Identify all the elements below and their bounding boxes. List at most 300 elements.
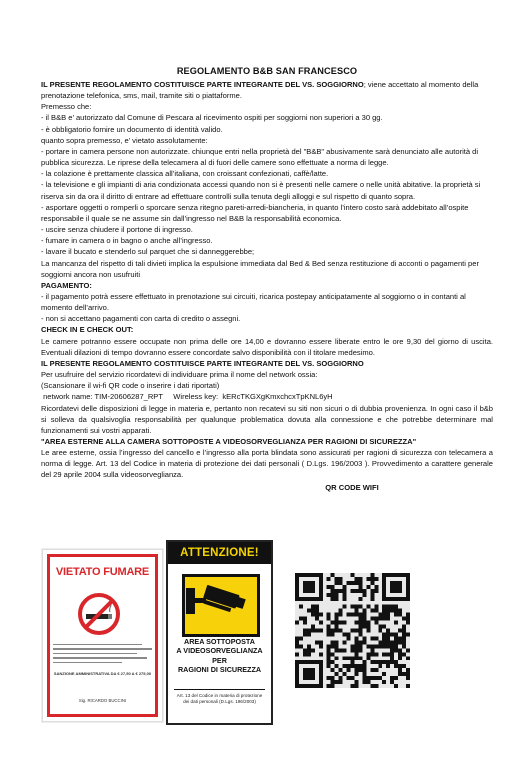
qr-module [374,585,378,589]
qr-module [402,629,406,633]
legal-text-lines [53,644,152,666]
qr-module [382,672,386,676]
qr-module [374,668,378,672]
rule-door: - uscire senza chiudere il portone di ingresso. [41,225,193,235]
qr-module [386,640,390,644]
qr-module [347,664,351,668]
qr-module [366,652,370,656]
qr-module [370,577,374,581]
qr-module [343,585,347,589]
qr-module [335,640,339,644]
qr-module [362,676,366,680]
qr-module [366,680,370,684]
regulation-heading-2: IL PRESENTE REGOLAMENTO COSTITUISCE PARTE INTEGRANTE DEL VS. SOGGIORNO [41,358,364,368]
camera-panel [182,574,260,637]
text-line [53,653,137,654]
qr-module [307,644,311,648]
qr-module [398,652,402,656]
qr-module [406,668,410,672]
qr-module [315,609,319,613]
qr-code-icon [295,573,410,688]
qr-module [402,617,406,621]
qr-module [382,644,386,648]
qr-module [351,660,355,664]
qr-module [362,672,366,676]
surveillance-heading: "AREA ESTERNE ALLA CAMERA SOTTOPOSTE A VIDEOSORVEGLIANZA PER RAGIONI DI SICUREZZA" [41,437,417,446]
rule-damage: - asportare oggetti o romperli o sporcare senza ritegno pareti-arredi-biancheria, in quanto l’intero costo sarà addebitato all’ospite responsabile il quale se ne assume sin dall’ingresso nel B&B la responsabilità economica. [41,202,469,223]
qr-module [351,644,355,648]
qr-module [331,668,335,672]
qr-finder [390,581,402,593]
qr-module [382,609,386,613]
qr-module [358,581,362,585]
qr-module [370,644,374,648]
text-line [53,648,152,649]
qr-module [343,656,347,660]
qr-module [331,621,335,625]
qr-module [319,621,323,625]
cctv-camera-icon [182,574,254,631]
qr-module [354,668,358,672]
qr-module [335,593,339,597]
qr-module [358,625,362,629]
wifi-intro: Per usufruire del servizio ricordatevi di individuare prima il nome del network ossia: [41,370,318,380]
qr-module [366,625,370,629]
qr-module [331,585,335,589]
qr-module [378,613,382,617]
qr-module [327,660,331,664]
qr-module [402,664,406,668]
qr-module [351,605,355,609]
qr-module [386,617,390,621]
qr-module [303,629,307,633]
qr-module [331,589,335,593]
qr-module [366,621,370,625]
qr-module [358,585,362,589]
qr-module [299,617,303,621]
qr-module [358,613,362,617]
qr-module [406,613,410,617]
qr-module [319,629,323,633]
qr-module [311,648,315,652]
qr-module [394,605,398,609]
qr-module [354,648,358,652]
qr-module [362,593,366,597]
qr-module [331,632,335,636]
qr-module [327,577,331,581]
qr-module [327,656,331,660]
qr-module [366,676,370,680]
qr-module [331,593,335,597]
qr-module [406,648,410,652]
qr-module [378,660,382,664]
qr-module [366,629,370,633]
qr-module [339,648,343,652]
wifi-scan-note: (Scansionare il wi-fi QR code o inserire i dati riportati) [41,381,220,391]
qr-module [394,636,398,640]
qr-module [394,660,398,664]
qr-module [382,625,386,629]
qr-module [398,613,402,617]
wifi-disclaimer: Ricordatevi delle disposizioni di legge in materia e, pertanto non recatevi su siti non sicuri o di dubbia provenienza. In ogni caso il b&b si solleva da qualsivoglia responsabilità per qualunque problematica dovuta alla connessione e che potrebbe determinare mal funzionamenti sui vostri apparati. [41,403,493,435]
qr-module [390,676,394,680]
qr-module [374,636,378,640]
qr-module [331,640,335,644]
qr-module [366,656,370,660]
qr-module [303,648,307,652]
qr-module [327,648,331,652]
qr-module [378,676,382,680]
qr-module [303,652,307,656]
rule-smoking: - fumare in camera o in bagno o anche all’ingresso. [41,236,213,246]
checkin-text: Le camere potranno essere occupate non prima delle ore 14,00 e dovranno essere liberate entro le ore 9,30 del giorno di uscita. Eventuali dilazioni di tempo dovranno essere concordate salvo disponibilità con il titolare medesimo. [41,336,493,357]
qr-module [378,629,382,633]
qr-module [370,652,374,656]
qr-module [366,605,370,609]
qr-module [331,597,335,601]
qr-module [343,605,347,609]
qr-module [358,629,362,633]
qr-module [354,621,358,625]
qr-module [335,648,339,652]
rule-tv-ac: - la televisione e gli impianti di aria condizionata accessi quando non si è presenti nelle camere o nelle unità abitative. la proprietà si riserva sin da ora il diritto di entrare ad effettuare controlli sulla tenuta degli alloggi e sul rispetto di quanto sopra. [41,180,481,201]
qr-module [339,613,343,617]
qr-module [315,629,319,633]
qr-module [354,684,358,688]
qr-module [351,656,355,660]
qr-module [295,644,299,648]
qr-code-title: QR CODE WIFI [325,482,379,492]
qr-module [303,621,307,625]
qr-module [354,589,358,593]
qr-module [351,676,355,680]
notice-line: PER [212,655,227,665]
qr-module [327,613,331,617]
qr-module [354,636,358,640]
qr-module [382,632,386,636]
qr-module [370,676,374,680]
qr-module [362,660,366,664]
qr-module [358,640,362,644]
rule-authorized: - il B&B e’ autorizzato dal Comune di Pescara al ricevimento ospiti per soggiorni non superiori a 30 gg. [41,113,383,123]
qr-module [331,644,335,648]
qr-module [335,577,339,581]
qr-module [382,652,386,656]
smoke-fine-text: SANZIONE AMMINISTRATIVA DA € 27,50 A € 275,00 [53,671,152,676]
qr-module [358,621,362,625]
qr-module [343,664,347,668]
payment-methods: - il pagamento potrà essere effettuato in prenotazione sui circuiti, ricarica postepay anticipatamente al soggiorno o in contanti al momento dell’arrivo. [41,291,466,313]
document-title: REGOLAMENTO B&B SAN FRANCESCO [176,66,358,76]
qr-module [327,664,331,668]
qr-module [331,684,335,688]
qr-module [331,629,335,633]
qr-module [327,652,331,656]
qr-module [354,680,358,684]
qr-module [402,644,406,648]
qr-module [390,652,394,656]
qr-module [331,652,335,656]
qr-module [319,640,323,644]
qr-module [335,644,339,648]
qr-module [319,652,323,656]
qr-module [335,597,339,601]
qr-module [370,648,374,652]
qr-module [315,605,319,609]
qr-module [358,617,362,621]
qr-module [343,593,347,597]
qr-module [327,632,331,636]
qr-module [386,664,390,668]
qr-module [358,648,362,652]
qr-module [295,621,299,625]
qr-module [374,577,378,581]
qr-module [347,656,351,660]
qr-module [362,636,366,640]
qr-module [307,652,311,656]
qr-module [299,644,303,648]
qr-module [335,613,339,617]
qr-module [347,636,351,640]
no-smoking-sign [42,549,163,722]
qr-module [398,664,402,668]
qr-module [386,613,390,617]
rule-breakfast: - la colazione è prettamente classica all’italiana, con croissant confezionati, caffè/latte. [41,169,329,179]
qr-module [378,644,382,648]
rule-id-document: - è obbligatorio fornire un documento di identità valido. [41,124,223,134]
qr-module [394,613,398,617]
payment-heading: PAGAMENTO: [41,280,92,290]
qr-module [370,660,374,664]
qr-module [327,593,331,597]
qr-module [299,605,303,609]
payment-no-card: - non si accettano pagamenti con carta di credito o assegni. [41,314,241,324]
qr-module [354,664,358,668]
qr-module [295,640,299,644]
qr-module [327,617,331,621]
qr-module [351,613,355,617]
qr-module [382,613,386,617]
qr-module [354,656,358,660]
qr-module [382,636,386,640]
qr-module [398,629,402,633]
attention-header: ATTENZIONE! [168,542,271,564]
qr-module [370,573,374,577]
qr-module [354,629,358,633]
qr-module [390,609,394,613]
qr-module [390,680,394,684]
qr-module [311,629,315,633]
rule-unauthorized: - portare in camera persone non autorizzate. chiunque entri nella proprietà del "B&B" abusivamente sarà denunciato alle autorità di pubblica sicurezza. Le riprese della telecamera al di fuori delle camere sono effettuate a norma di legge. [41,146,479,168]
qr-module [370,597,374,601]
qr-module [335,581,339,585]
qr-module [327,625,331,629]
qr-module [331,680,335,684]
qr-module [366,644,370,648]
qr-module [402,652,406,656]
qr-module [374,684,378,688]
qr-module [347,632,351,636]
qr-module [307,629,311,633]
qr-module [358,632,362,636]
wifi-credentials: network name: TIM-20606287_RPT Wireless key: kERcTKGXgKmxchcxTpKNL6yH [41,392,333,402]
qr-finder [303,668,315,680]
qr-module [362,640,366,644]
qr-module [362,617,366,621]
qr-module [362,680,366,684]
qr-module [374,644,378,648]
prohibitions-heading: quanto sopra premesso, e’ vietato assolutamente: [41,135,208,145]
qr-module [386,632,390,636]
qr-module [362,613,366,617]
regulation-document [41,66,493,492]
qr-module [343,640,347,644]
qr-module [315,640,319,644]
qr-module [351,573,355,577]
qr-module [398,656,402,660]
qr-module [406,621,410,625]
qr-module [339,577,343,581]
qr-module [335,664,339,668]
qr-module [382,640,386,644]
qr-module [374,589,378,593]
qr-module [354,581,358,585]
rule-laundry: - lavare il bucato e stenderlo sul parquet che si danneggerebbe; [41,247,255,257]
qr-module [331,660,335,664]
intro-rest: ; viene accettato al momento della prenotazione telefonica, sms, mail, tramite siti o piattaforme. [41,80,479,101]
qr-module [362,625,366,629]
qr-module [378,664,382,668]
qr-module [386,652,390,656]
qr-module [347,668,351,672]
qr-module [327,629,331,633]
qr-module [406,617,410,621]
qr-module [374,609,378,613]
qr-module [295,636,299,640]
qr-module [343,589,347,593]
qr-module [351,581,355,585]
qr-module [378,625,382,629]
qr-module [362,664,366,668]
qr-module [370,609,374,613]
qr-module [335,672,339,676]
text-line [53,657,147,658]
notice-line: A VIDEOSORVEGLIANZA [176,646,263,656]
qr-module [354,672,358,676]
qr-module [335,656,339,660]
qr-module [307,609,311,613]
qr-module [394,621,398,625]
qr-module [398,640,402,644]
qr-module [366,585,370,589]
qr-module [351,629,355,633]
qr-module [386,660,390,664]
qr-module [307,632,311,636]
qr-module [343,672,347,676]
qr-module [335,617,339,621]
smoke-responsible: Sig. RICARDO BUCCINI [78,698,127,703]
qr-module [394,684,398,688]
qr-module [398,668,402,672]
qr-module [351,684,355,688]
qr-module [374,617,378,621]
qr-module [390,605,394,609]
wifi-qr-code [295,573,410,688]
qr-module [406,676,410,680]
qr-module [303,617,307,621]
qr-finder [303,581,315,593]
premise: Premesso che: [41,102,92,112]
qr-module [386,605,390,609]
qr-module [386,609,390,613]
qr-module [358,597,362,601]
qr-module [351,648,355,652]
video-surveillance-sign [166,540,273,725]
expulsion-note: La mancanza del rispetto di tali divieti implica la espulsione immediata dal Bed & Bed senza restituzione di acconti o pagamenti per soggiorni ancora non usufruiti [41,258,479,279]
qr-module [398,648,402,652]
qr-module [394,664,398,668]
qr-module [351,664,355,668]
qr-module [327,585,331,589]
qr-module [378,617,382,621]
qr-module [390,656,394,660]
qr-module [370,589,374,593]
qr-module [406,656,410,660]
qr-module [354,609,358,613]
qr-module [370,684,374,688]
qr-module [331,573,335,577]
qr-module [402,625,406,629]
qr-module [347,581,351,585]
qr-module [303,632,307,636]
qr-module [398,672,402,676]
qr-module [366,577,370,581]
qr-module [315,617,319,621]
qr-module [343,632,347,636]
qr-module [362,609,366,613]
qr-module [339,676,343,680]
qr-module [358,668,362,672]
qr-module [335,621,339,625]
qr-module [343,597,347,601]
qr-module [370,617,374,621]
qr-module [319,644,323,648]
qr-module [382,617,386,621]
notice-line: RAGIONI DI SICUREZZA [177,665,262,675]
qr-module [335,625,339,629]
qr-module [382,605,386,609]
qr-module [358,605,362,609]
qr-module [354,644,358,648]
qr-module [335,629,339,633]
qr-module [358,664,362,668]
qr-module [335,589,339,593]
qr-module [402,672,406,676]
text-line [53,662,122,663]
qr-module [362,621,366,625]
qr-module [327,684,331,688]
surveillance-text: Le aree esterne, ossia l’ingresso del cancello e l’ingresso alla porta blindata sono assicurati per ragioni di sicurezza con telecamera a norma di legge. Art. 13 del Codice in materia di protezione dei dati personali ( D.Lgs. 196/2003 ). Provvedimento a carattere generale del 29 aprile 2004 sulla videosorveglianza. [41,448,493,480]
qr-module [339,609,343,613]
qr-module [394,648,398,652]
no-smoking-title: VIETATO FUMARE [55,566,150,578]
qr-module [382,680,386,684]
qr-module [311,625,315,629]
qr-module [398,609,402,613]
qr-module [354,613,358,617]
qr-module [358,656,362,660]
qr-module [370,581,374,585]
